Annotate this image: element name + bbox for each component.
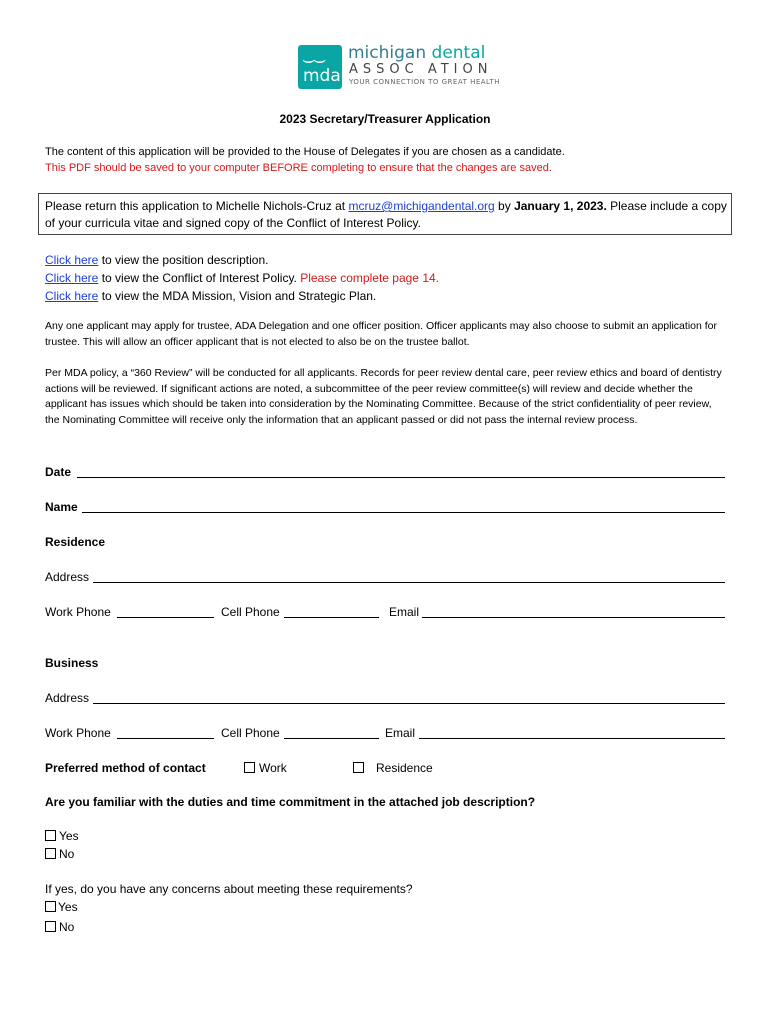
residence-work-phone-label: Work Phone <box>45 605 111 619</box>
logo-michigan-text: michigan <box>348 43 427 63</box>
residence-cell-phone-field[interactable] <box>284 617 379 618</box>
residence-cell-phone-label: Cell Phone <box>221 605 280 619</box>
wave-icon: ⌣⌣ <box>302 47 325 71</box>
familiar-yes-checkbox[interactable] <box>45 830 56 841</box>
business-address-label: Address <box>45 691 90 705</box>
link-description: to view the MDA Mission, Vision and Strategic Plan. <box>98 289 377 303</box>
residence-email-field[interactable] <box>422 617 725 618</box>
page-title: 2023 Secretary/Treasurer Application <box>279 112 491 126</box>
preferred-work-option[interactable] <box>244 761 287 775</box>
business-email-label: Email <box>385 726 416 740</box>
concerns-yes-option[interactable] <box>45 900 78 914</box>
familiar-no-option[interactable] <box>45 847 74 861</box>
business-email-field[interactable] <box>419 738 725 739</box>
intro-line: The content of this application will be provided to the House of Delegates if you are chosen as a candidate. <box>45 146 565 158</box>
residence-heading: Residence <box>45 535 106 549</box>
residence-work-phone-field[interactable] <box>117 617 214 618</box>
intro-warning: This PDF should be saved to your computer BEFORE completing to ensure that the changes are saved. <box>45 162 552 174</box>
list-item <box>45 269 439 287</box>
logo-dental-text: dental <box>431 43 486 63</box>
position-description-link[interactable]: Click here <box>45 253 99 267</box>
date-field[interactable] <box>77 477 725 478</box>
return-instructions-text <box>45 198 729 232</box>
return-by-text: by <box>494 199 515 213</box>
business-address-field[interactable] <box>93 703 725 704</box>
return-include-text: Please include a copy of your curricula vitae and signed copy of the Conflict of Interest Policy. <box>45 199 727 230</box>
logo-association-text: ASSOC ATION <box>349 62 493 77</box>
link-description: to view the Conflict of Interest Policy. <box>98 271 301 285</box>
business-cell-phone-field[interactable] <box>284 738 379 739</box>
logo-tagline: YOUR CONNECTION TO GREAT HEALTH <box>349 78 501 86</box>
residence-option-label: Residence <box>376 761 433 775</box>
list-item <box>45 287 439 305</box>
business-heading: Business <box>45 656 99 670</box>
link-description: to view the position description. <box>98 253 269 267</box>
deadline-text: January 1, 2023. <box>514 199 607 213</box>
email-link[interactable]: mcruz@michigandental.org <box>348 199 495 213</box>
list-item <box>45 251 439 269</box>
links-list <box>45 251 439 305</box>
policy-paragraph: Per MDA policy, a “360 Review” will be conducted for all applicants. Records for peer review dental care, peer review ethics and board of dentistry actions will be reviewed. If significant actions are noted, a subcommittee of the peer review committee(s) will review and decide whether the applicant has issues which should be taken into consideration by the Nominating Committee. Because of the strict confidentiality of peer review, the Nominating Committee will receive only the information that an applicant passed or did not pass the internal review process. <box>45 367 722 426</box>
familiar-question: Are you familiar with the duties and time commitment in the attached job description? <box>45 795 536 809</box>
date-label: Date <box>45 465 72 479</box>
concerns-no-option[interactable] <box>45 920 74 934</box>
concerns-no-checkbox[interactable] <box>45 921 56 932</box>
no-label: No <box>59 847 75 861</box>
residence-checkbox[interactable] <box>353 762 364 773</box>
business-work-phone-label: Work Phone <box>45 726 111 740</box>
logo-wordmark <box>348 44 485 62</box>
concerns-question: If yes, do you have any concerns about meeting these requirements? <box>45 882 413 896</box>
business-cell-phone-label: Cell Phone <box>221 726 280 740</box>
concerns-yes-checkbox[interactable] <box>45 901 56 912</box>
conflict-policy-link[interactable]: Click here <box>45 271 99 285</box>
residence-address-field[interactable] <box>93 582 725 583</box>
preferred-contact-label: Preferred method of contact <box>45 761 206 775</box>
return-text: Please return this application to Michelle Nichols-Cruz at <box>45 199 349 213</box>
work-checkbox[interactable] <box>244 762 255 773</box>
work-option-label: Work <box>259 761 287 775</box>
applicant-paragraph: Any one applicant may apply for trustee, ADA Delegation and one officer position. Officer applicants may also choose to submit an application for trustee. This will allow an officer applicant that is not elected to also be on the trustee ballot. <box>45 320 717 348</box>
no-label: No <box>59 920 75 934</box>
return-instructions-box <box>38 193 732 235</box>
mda-logo-mark <box>298 45 342 89</box>
logo-mda-text: mda <box>303 66 341 86</box>
preferred-residence-option[interactable] <box>353 761 433 775</box>
residence-address-label: Address <box>45 570 90 584</box>
yes-label: Yes <box>59 829 79 843</box>
mission-plan-link[interactable]: Click here <box>45 289 99 303</box>
familiar-yes-option[interactable] <box>45 829 79 843</box>
business-work-phone-field[interactable] <box>117 738 214 739</box>
familiar-no-checkbox[interactable] <box>45 848 56 859</box>
yes-label: Yes <box>58 900 78 914</box>
residence-email-label: Email <box>389 605 420 619</box>
name-label: Name <box>45 500 78 514</box>
link-note: Please complete page 14. <box>300 271 439 285</box>
name-field[interactable] <box>82 512 725 513</box>
